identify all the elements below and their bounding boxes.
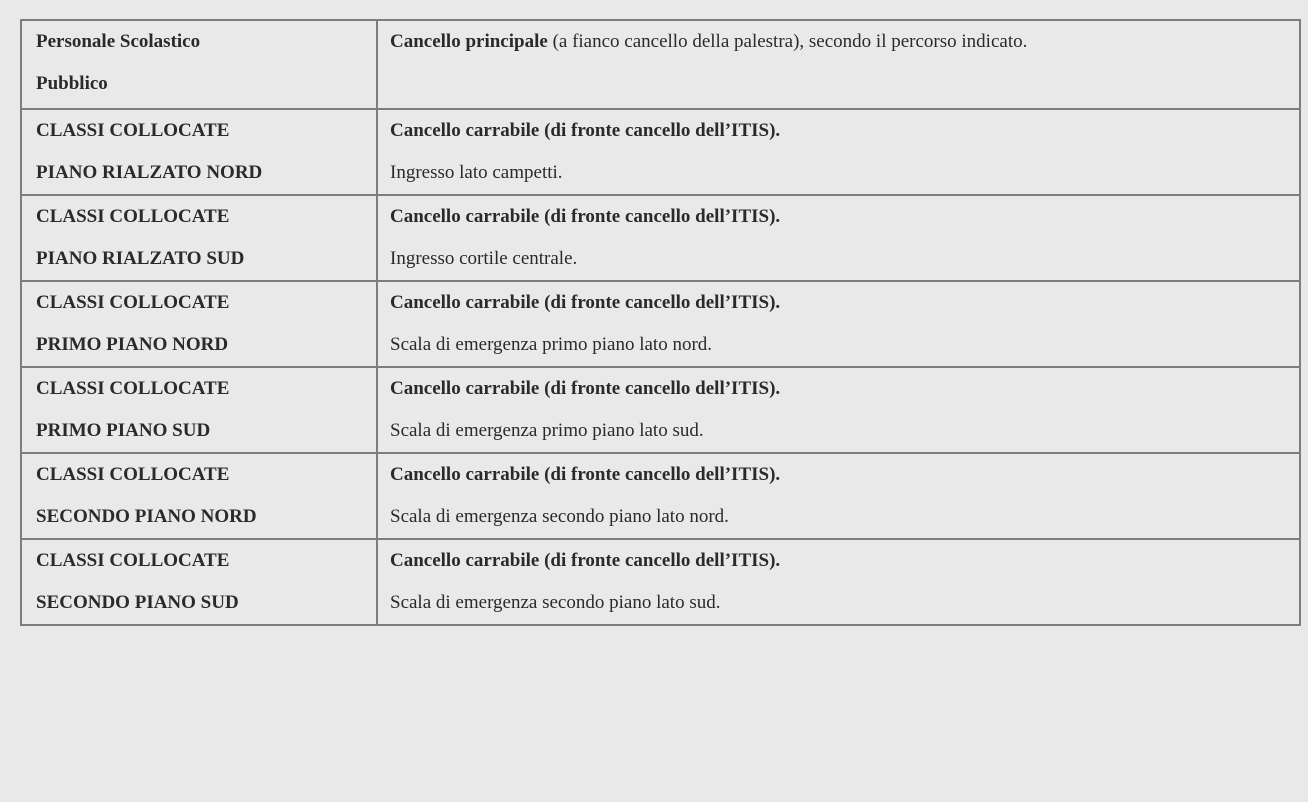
entry-line: Scala di emergenza primo piano lato sud. [390, 420, 704, 441]
table-row [21, 109, 1300, 195]
entry-line: Scala di emergenza secondo piano lato sud. [390, 592, 721, 613]
route-cell [377, 281, 1300, 367]
route-cell [377, 195, 1300, 281]
gate-name: Cancello principale [390, 31, 548, 52]
entry-line: Ingresso lato campetti. [390, 162, 563, 183]
route-line [378, 21, 1299, 63]
group-cell [21, 453, 377, 539]
table-row [21, 281, 1300, 367]
route-cell [377, 539, 1300, 625]
entry-line: Ingresso cortile centrale. [390, 248, 578, 269]
group-cell [21, 109, 377, 195]
group-cell [21, 281, 377, 367]
route-cell [377, 453, 1300, 539]
group-label-line: CLASSI COLLOCATE [36, 378, 230, 399]
exit-routes-table [20, 19, 1301, 626]
gate-line: Cancello carrabile (di fronte cancello dell’ITIS). [390, 550, 781, 571]
group-label-line: PIANO RIALZATO SUD [36, 248, 245, 269]
group-cell [21, 539, 377, 625]
group-label-line: PIANO RIALZATO NORD [36, 162, 263, 183]
group-label-line: CLASSI COLLOCATE [36, 206, 230, 227]
entry-line: Scala di emergenza primo piano lato nord. [390, 334, 713, 355]
route-cell [377, 367, 1300, 453]
group-label-line: PRIMO PIANO NORD [36, 334, 229, 355]
gate-line: Cancello carrabile (di fronte cancello dell’ITIS). [390, 206, 781, 227]
route-cell [377, 20, 1300, 109]
group-cell [21, 195, 377, 281]
group-label-line: CLASSI COLLOCATE [36, 292, 230, 313]
group-label-line: SECONDO PIANO SUD [36, 592, 239, 613]
table-row [21, 20, 1300, 109]
group-label-line: SECONDO PIANO NORD [36, 506, 257, 527]
group-label-line: Personale Scolastico [36, 31, 201, 52]
table-row [21, 367, 1300, 453]
entry-line: Scala di emergenza secondo piano lato nord. [390, 506, 729, 527]
group-cell [21, 367, 377, 453]
gate-description: (a fianco cancello della palestra), secondo il percorso indicato. [547, 31, 1028, 52]
route-cell [377, 109, 1300, 195]
gate-line: Cancello carrabile (di fronte cancello dell’ITIS). [390, 292, 781, 313]
group-label-line: Pubblico [36, 73, 108, 94]
table-row [21, 539, 1300, 625]
group-cell [21, 20, 377, 109]
gate-line: Cancello carrabile (di fronte cancello dell’ITIS). [390, 378, 781, 399]
group-label-line: CLASSI COLLOCATE [36, 464, 230, 485]
group-label-line: CLASSI COLLOCATE [36, 120, 230, 141]
table-row [21, 453, 1300, 539]
group-label-line: PRIMO PIANO SUD [36, 420, 211, 441]
group-label-line: CLASSI COLLOCATE [36, 550, 230, 571]
gate-line: Cancello carrabile (di fronte cancello dell’ITIS). [390, 120, 781, 141]
table-row [21, 195, 1300, 281]
gate-line: Cancello carrabile (di fronte cancello dell’ITIS). [390, 464, 781, 485]
